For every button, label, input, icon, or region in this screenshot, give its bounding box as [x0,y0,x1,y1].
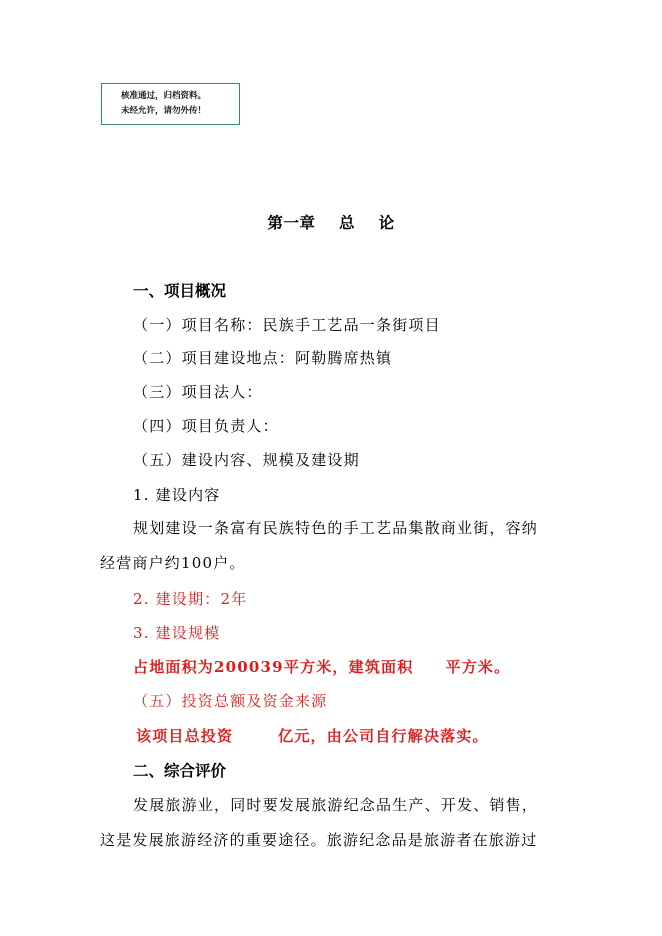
overview-item-construction: （五）建设内容、规模及建设期 [133,451,360,469]
evaluation-paragraph-line-1: 发展旅游业，同时要发展旅游纪念品生产、开发、销售， [133,796,539,814]
subsection-construction-period: 2. 建设期：2年 [133,590,248,608]
approval-notice-box [101,83,240,125]
notice-line-2: 未经允许，请勿外传！ [121,106,207,116]
chapter-title: 第一章 总 论 [267,214,395,232]
overview-item-location: （二）项目建设地点：阿勒腾席热镇 [133,349,393,367]
overview-item-manager: （四）项目负责人： [133,417,279,435]
subsection-construction-scale: 3. 建设规模 [133,624,221,642]
overview-item-legal-person: （三）项目法人： [133,383,263,401]
section-heading-overview: 一、项目概况 [133,282,227,300]
content-paragraph-line-1: 规划建设一条富有民族特色的手工艺品集散商业街，容纳 [133,519,539,537]
investment-paragraph: 该项目总投资 亿元，由公司自行解决落实。 [136,727,489,745]
subsection-construction-content: 1. 建设内容 [133,486,221,504]
scale-paragraph: 占地面积为200039平方米，建筑面积 平方米。 [133,658,511,676]
notice-line-1: 核准通过，归档资料。 [121,91,207,101]
overview-item-project-name: （一）项目名称：民族手工艺品一条街项目 [133,316,441,334]
evaluation-paragraph-line-2: 这是发展旅游经济的重要途径。旅游纪念品是旅游者在旅游过 [100,831,538,849]
content-paragraph-line-2: 经营商户约100户。 [100,554,246,572]
section-heading-evaluation: 二、综合评价 [133,762,227,780]
investment-heading: （五）投资总额及资金来源 [133,692,328,710]
